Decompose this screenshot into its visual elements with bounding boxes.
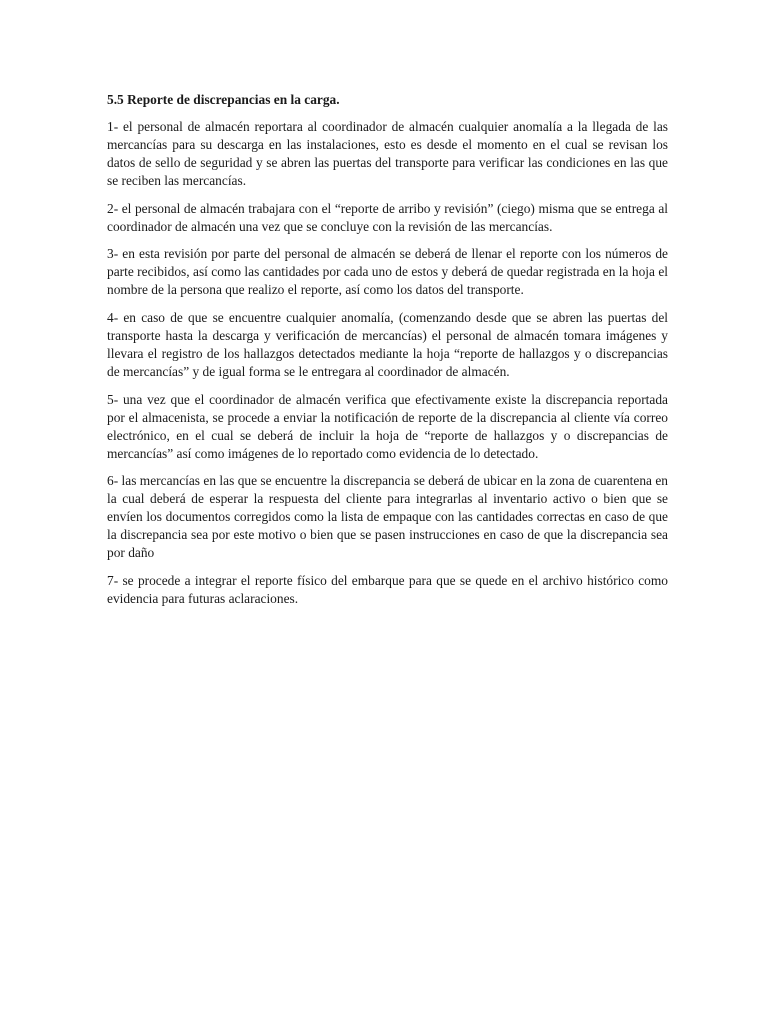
paragraph-7: 7- se procede a integrar el reporte físico del embarque para que se quede en el archivo histórico como evidencia para futuras aclaraciones. [107,572,668,606]
paragraph-2: 2- el personal de almacén trabajara con el “reporte de arribo y revisión” (ciego) misma que se entrega al coordinador de almacén una vez que se concluye con la revisión de las mercancías. [107,200,668,234]
paragraph-4: 4- en caso de que se encuentre cualquier anomalía, (comenzando desde que se abren las puertas del transporte hasta la descarga y verificación de mercancías) el personal de almacén tomara imágenes y llevara el registro de los hallazgos detectados mediante la hoja “reporte de hallazgos y o discrepancias de mercancías” y de igual forma se le entregara al coordinador de almacén. [107,310,668,379]
section-heading: 5.5 Reporte de discrepancias en la carga. [107,92,340,107]
paragraph-1: 1- el personal de almacén reportara al coordinador de almacén cualquier anomalía a la llegada de las mercancías para su descarga en las instalaciones, esto es desde el momento en el cual se revisan los datos de sello de seguridad y se abren las puertas del transporte para verificar las condiciones en las que se reciben las mercancías. [107,119,668,188]
paragraph-6: 6- las mercancías en las que se encuentre la discrepancia se deberá de ubicar en la zona de cuarentena en la cual deberá de esperar la respuesta del cliente para integrarlas al inventario activo o bien que se envíen los documentos corregidos como la lista de empaque con las cantidades correctas en caso de que la discrepancia sea por este motivo o bien que se pasen instrucciones en caso de que la discrepancia sea por daño [107,473,668,561]
paragraph-3: 3- en esta revisión por parte del personal de almacén se deberá de llenar el reporte con los números de parte recibidos, así como las cantidades por cada uno de estos y deberá de quedar registrada en la hoja el nombre de la persona que realizo el reporte, así como los datos del transporte. [107,246,668,298]
paragraph-5: 5- una vez que el coordinador de almacén verifica que efectivamente existe la discrepancia reportada por el almacenista, se procede a enviar la notificación de reporte de la discrepancia al cliente vía correo electrónico, en el cual se deberá de incluir la hoja de “reporte de hallazgos y o discrepancias de mercancías” así como imágenes de lo reportado como evidencia de lo detectado. [107,391,668,461]
